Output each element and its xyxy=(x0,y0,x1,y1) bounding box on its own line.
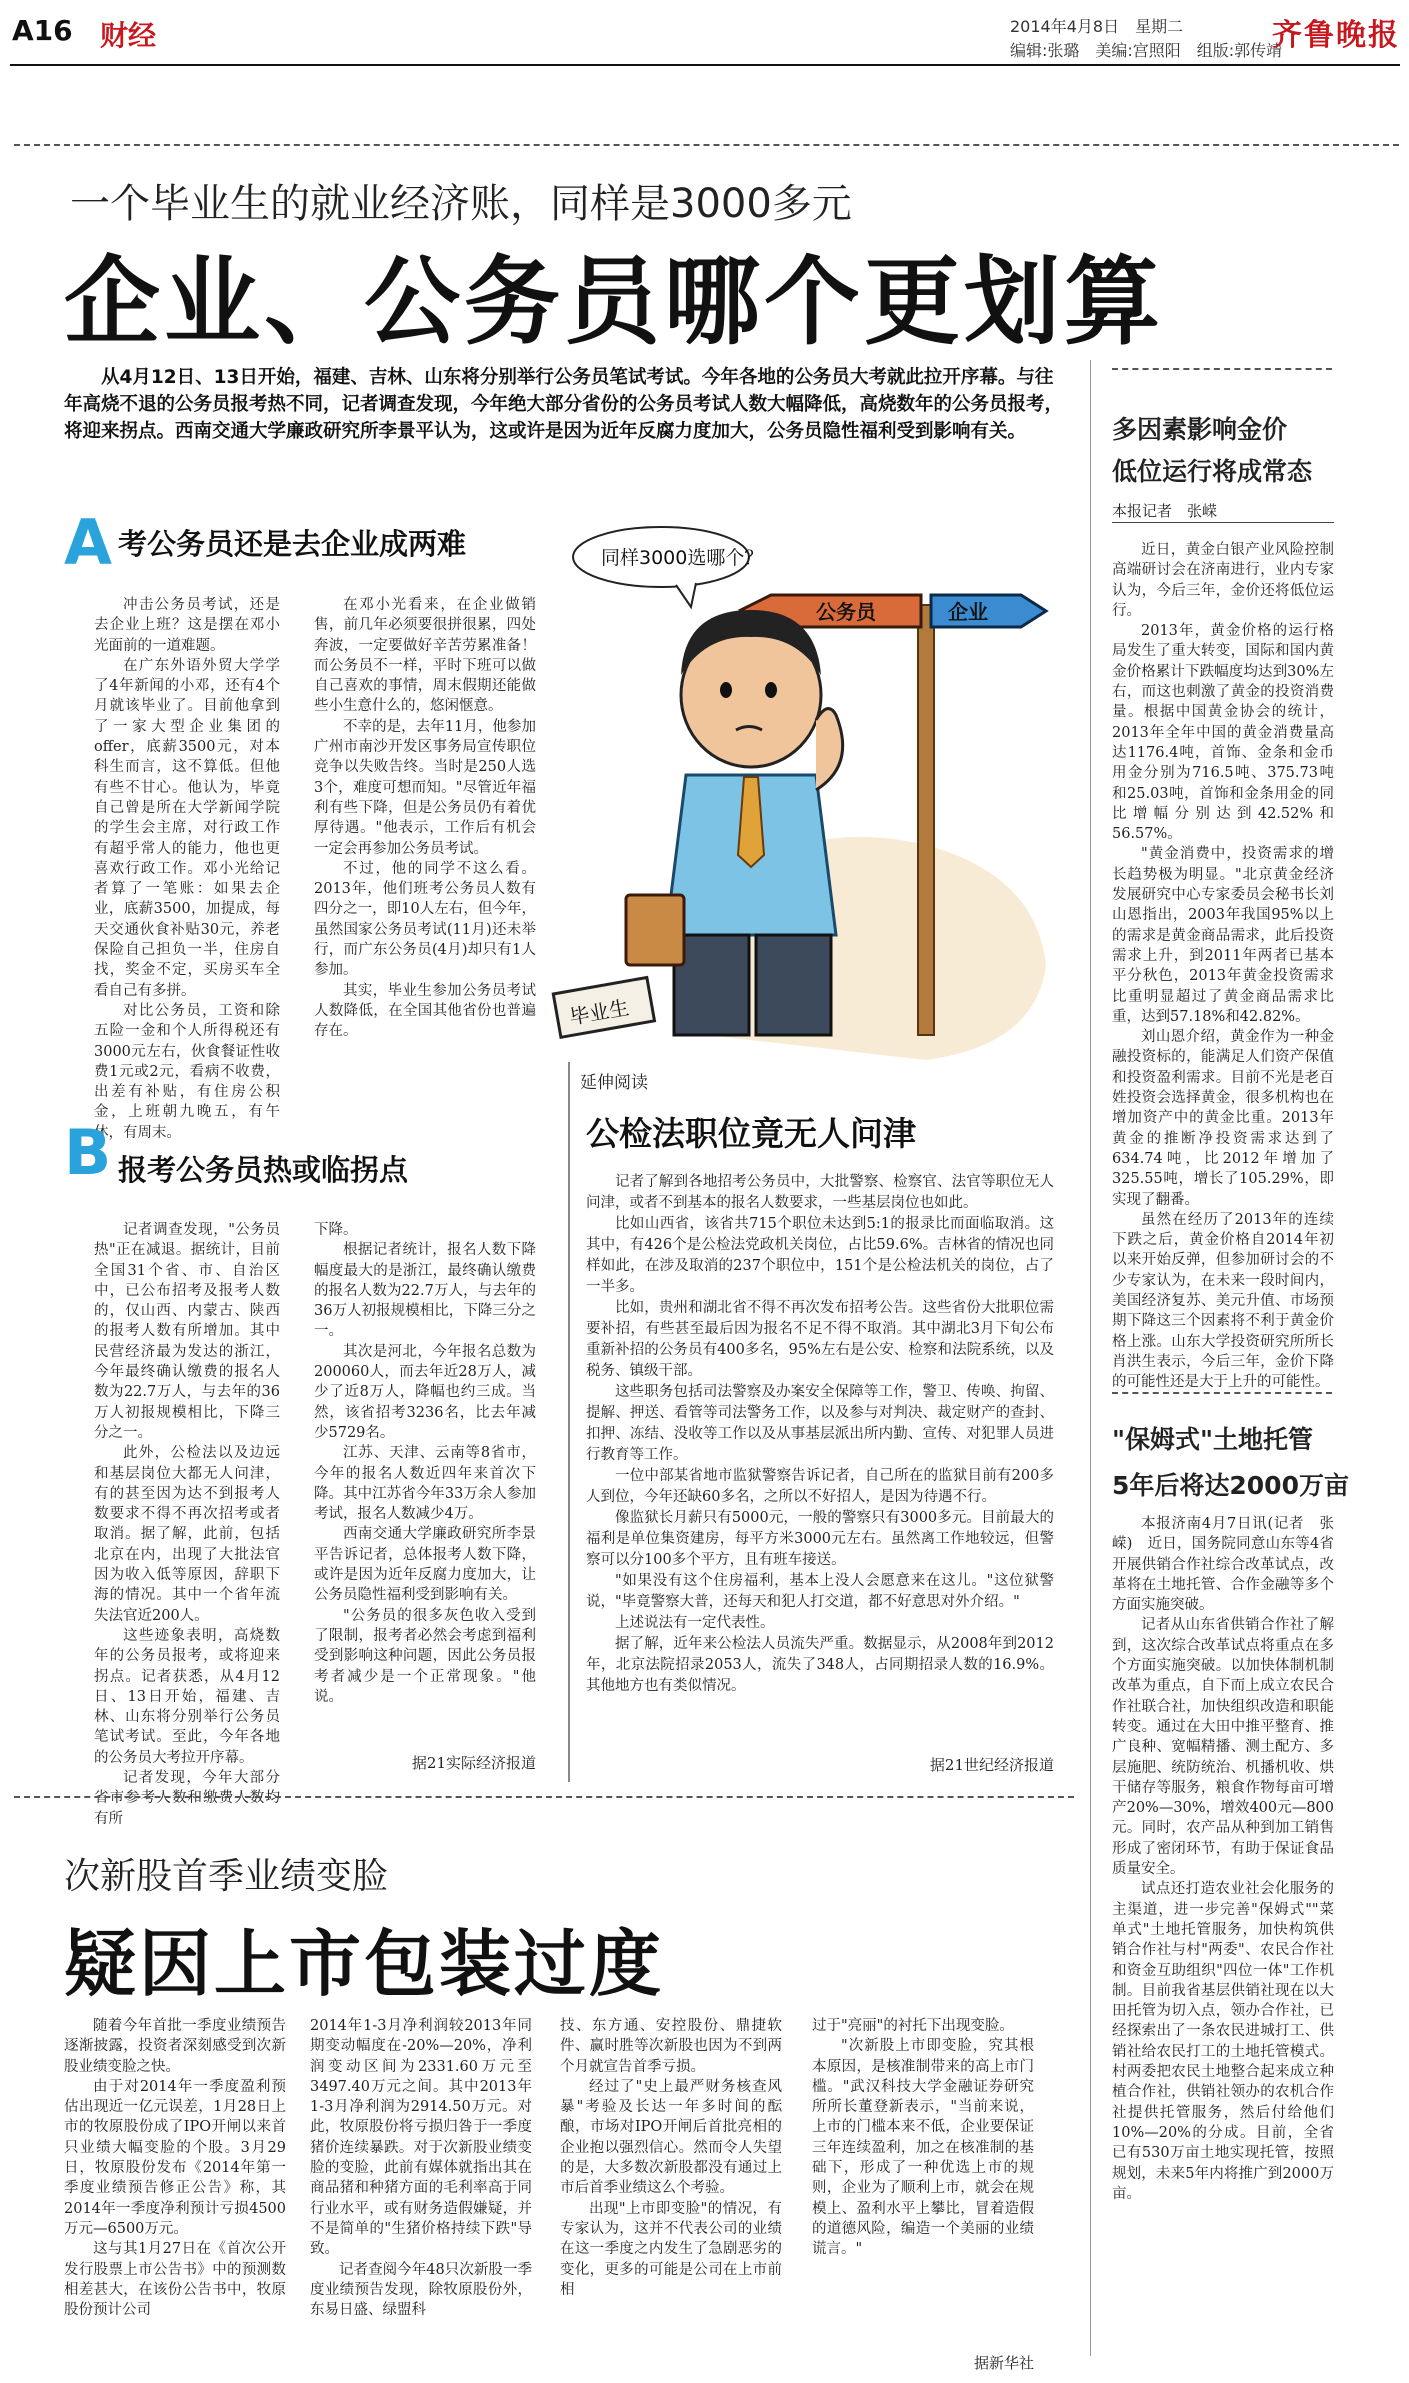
paragraph: 记者了解到各地招考公务员中，大批警察、检察官、法官等职位无人问津，或者不到基本的报名人数要求，一些基层岗位也如此。 xyxy=(586,1174,1054,1211)
paragraph: 记者从山东省供销合作社了解到，这次综合改革试点将重点在多个方面实施突破。以加快体制机制改革为重点，自下而上成立农民合作社联合社，加快组织改造和职能转变。通过在大田中推平整育、推广良种、宽幅精播、测土配方、多层施肥、统防统治、机播机收、烘干储存等服务，粮食作物每亩可增产20%—30%，增效400元—800元。同时，农产品从种到加工销售形成了密闭环节，有助于保证食品质量安全。 xyxy=(1112,1617,1334,1878)
paragraph: 冲击公务员考试，还是去企业上班？这是摆在邓小光面前的一道难题。 xyxy=(94,597,280,654)
paragraph: 根据记者统计，报名人数下降幅度最大的是浙江，最终确认缴费的报名人数为22.7万人，与去年的36万人初报规模相比，下降三分之一。 xyxy=(314,1242,536,1340)
feature-title: 企业、公务员哪个更划算 xyxy=(64,246,1164,358)
section-b-column-1 xyxy=(94,1220,280,1827)
header-rule xyxy=(10,64,1400,66)
land-article-title-line1: "保姆式"土地托管 xyxy=(1112,1425,1314,1454)
graduate-sign-label: 毕业生 xyxy=(567,995,631,1030)
paragraph: 试点还打造农业社会化服务的主渠道，进一步完善"保姆式""菜单式"土地托管服务，加快构筑供销合作社与村"两委"、农民合作社和资金互助组织"四位一体"工作机制。目前我省基层供销社现在以大田托管为切入点，领办合作社，已经探索出了一条农民进城打工、供销社给农民打工的土地托管模式。村两委把农民土地整合起来成立种植合作社，供销社领办的农机合作社提供托管服务，然后付给他们10%—20%的分成。目前，全省已有530万亩土地实现托管，按照规划，未来5年内将推广到2000万亩。 xyxy=(1112,1881,1334,2202)
bottom-dashed-divider xyxy=(14,1796,1074,1798)
paragraph: 刘山恩介绍，黄金作为一种金融投资标的，能满足人们资产保值和投资盈利需求。目前不光是老百姓投资会选择黄金，很多机构也在增加资产中的黄金比重。2013年黄金的推断净投资需求达到了634.74吨，比2012年增加了325.55吨，增长了105.29%，即实现了翻番。 xyxy=(1112,1029,1334,1208)
paragraph: 经过了"史上最严财务核查风暴"考验及长达一年多时间的酝酿，市场对IPO开闸后首批亮相的企业抱以强烈信心。然而令人失望的是，大多数次新股都没有通过上市后首季业绩这么个考验。 xyxy=(560,2078,782,2197)
gold-article-title-line2: 低位运行将成常态 xyxy=(1112,457,1313,486)
feature-lead: 从4月12日、13日开始，福建、吉林、山东将分别举行公务员笔试考试。今年各地的公务员大考就此拉开序幕。与往年高烧不退的公务员报考热不同，记者调查发现，今年绝大部分省份的公务员考试人数大幅降低，高烧数年的公务员报考，将迎来拐点。西南交通大学廉政研究所李景平认为，这或许是因为近年反腐力度加大，公务员隐性福利受到影响有关。 xyxy=(64,367,1064,442)
paragraph: 2013年，黄金价格的运行格局发生了重大转变，国际和国内黄金价格累计下跌幅度均达到30%左右，而这也刺激了黄金的投资消费量。根据中国黄金协会的统计，2013年全年中国的黄金消费量高达1176.4吨，首饰、金条和金币用金分别为716.5吨、375.73吨和25.03吨，首饰和金条用金的同比增幅分别达到42.52%和56.57%。 xyxy=(1112,623,1334,843)
paragraph: 这与其1月27日在《首次公开发行股票上市公告书》中的预测数相差甚大，在该份公告书中，牧原股份预计公司 xyxy=(64,2241,286,2319)
gold-article-body xyxy=(1112,540,1334,1391)
paragraph: "公务员的很多灰色收入受到了限制，报考者必然会考虑到福利受到影响这种问题，因此公务员报考者减少是一个正常现象。"他说。 xyxy=(314,1607,536,1705)
gold-article-title-line1: 多因素影响金价 xyxy=(1112,415,1288,444)
section-b-source: 据21实际经济报道 xyxy=(411,1754,536,1772)
character-leg-right xyxy=(756,935,831,1035)
right-column-dashed-rule-2 xyxy=(1112,1392,1332,1394)
feature-subtitle: 一个毕业生的就业经济账，同样是3000多元 xyxy=(70,181,852,227)
right-column-rule xyxy=(1090,360,1091,2356)
paragraph: 在广东外语外贸大学学了4年新闻的小邓，还有4个月就该毕业了。目前他拿到了一家大型企业集团的offer，底薪3500元，对本科生而言，这不算低。但他有些不甘心。他认为，毕竟自己曾是所在大学新闻学院的学生会主席，对行政工作有超乎常人的能力，他也更喜欢行政工作。邓小光给记者算了一笔账：如果去企业，底薪3500，加提成，每天交通伙食补贴30元，养老保险自己担负一半，住房自找，奖金不定，买房买车全看自己有多拼。 xyxy=(94,657,280,999)
extended-body xyxy=(586,1172,1054,1747)
section-a-column-1 xyxy=(94,595,280,1141)
paragraph: 过于"亮丽"的衬托下出现变脸。 xyxy=(812,2018,1014,2034)
paragraph: 记者调查发现，"公务员热"正在减退。据统计，目前全国31个省、市、自治区中，已公布招考及报考人数的，仅山西、内蒙古、陕西的报考人数有所增加。其中民营经济最为发达的浙江，今年最终确认缴费的报名人数为22.7万人，与去年的36万人初报规模相比，下降三分之一。 xyxy=(94,1222,280,1441)
ipo-article-title: 疑因上市包装过度 xyxy=(64,1922,665,2006)
extended-reading-label: 延伸阅读 xyxy=(580,1073,648,1093)
speech-text: 同样3000选哪个？ xyxy=(601,547,764,569)
issue-date: 2014年4月8日 星期二 xyxy=(1010,17,1184,36)
sign-right-label: 企业 xyxy=(948,600,988,624)
paragraph: "次新股上市即变脸，究其根本原因，是核准制带来的高上市门槛。"武汉科技大学金融证券研究所所长董登新表示，"当前来说，上市的门槛本来不低，企业要保证三年连续盈利，加之在核准制的基础下，形成了一种优选上市的规则，企业为了顺利上市，就会在规模上、盈利水平上攀比，冒着造假的道德风险，编造一个美丽的业绩谎言。" xyxy=(812,2038,1034,2258)
paragraph: 一位中部某省地市监狱警察告诉记者，自己所在的监狱目前有200多人到位，今年还缺60多名，之所以不好招人，是因为待遇不行。 xyxy=(586,1468,1054,1505)
speech-bubble-tail xyxy=(676,583,696,607)
editor-credits: 编辑:张璐 美编:宫照阳 组版:郭传靖 xyxy=(1010,41,1283,60)
character-eye-right xyxy=(765,682,777,698)
paragraph: 比如山西省，该省共715个职位未达到5:1的报录比而面临取消。这其中，有426个是公检法党政机关岗位，占比59.6%。吉林省的情况也同样如此，在涉及取消的237个职位中，151个是公检法机关的岗位，占了一半多。 xyxy=(586,1216,1054,1295)
page-number: A16 xyxy=(12,14,73,47)
paragraph: 下降。 xyxy=(314,1222,358,1238)
top-dashed-divider xyxy=(14,144,1399,146)
ipo-column-3 xyxy=(560,2016,782,2371)
paragraph: 在邓小光看来，在企业做销售，前几年必须要很拼很累，四处奔波，一定要做好辛苦劳累准备！而公务员不一样，平时下班可以做自己喜欢的事情，周末假期还能做些小生意什么的，悠闲惬意。 xyxy=(314,597,536,715)
paragraph: 此外，公检法以及边远和基层岗位大都无人问津，有的甚至因为达不到报考人数要求不得不再次招考或者取消。据了解，此前，包括北京在内，出现了大批法官因为收入低等原因，辞职下海的情况。其中一个省年流失法官近200人。 xyxy=(94,1445,280,1624)
paragraph: 虽然在经历了2013年的连续下跌之后，黄金价格自2014年初以来开始反弹，但参加研讨会的不少专家认为，在未来一段时间内，美国经济复苏、美元升值、市场预期下降这三个因素将不利于黄金价格上涨。山东大学投资研究所所长肖洪生表示，今后三年，金价下降的可能性还是大于上升的可能性。 xyxy=(1112,1211,1334,1391)
paragraph: 随着今年首批一季度业绩预告逐渐披露，投资者深刻感受到次新股业绩变脸之快。 xyxy=(64,2018,286,2075)
paragraph: 像监狱长月薪只有5000元，一般的警察只有3000多元。目前最大的福利是单位集资建房，每平方米3000元左右。虽然离工作地较远，但警察可以分100多个平方，且有班车接送。 xyxy=(586,1510,1054,1568)
paragraph: 记者发现，今年大部分省市参考人数和缴费人数均有所 xyxy=(94,1770,280,1827)
paragraph: 2014年1-3月净利润较2013年同期变动幅度在-20%—20%，净利润变动区间为2331.60万元至3497.40万元之间。其中2013年1-3月净利润为2914.50万元。对此，牧原股份将亏损归咎于一季度猪价连续暴跌。对于次新股业绩变脸的变脸，此前有媒体就指出其在商品猪和种猪方面的毛利率高于同行业水平，或有财务造假嫌疑，并不是简单的"生猪价格持续下跌"导致。 xyxy=(310,2018,532,2258)
paragraph: 这些职务包括司法警察及办案安全保障等工作，警卫、传唤、拘留、提解、押送、看管等司法警务工作，以及参与对判决、裁定财产的查封、扣押、冻结、没收等工作以及从事基层派出所内勤、宣传、对犯罪人员进行教育等工作。 xyxy=(586,1384,1054,1463)
section-a-tag: A xyxy=(64,506,112,579)
paragraph: 近日，黄金白银产业风险控制高端研讨会在济南进行，业内专家认为，今后三年，金价还将低位运行。 xyxy=(1112,542,1334,619)
extended-box-left-rule xyxy=(568,1062,570,1782)
signpost-pole xyxy=(918,605,934,1035)
ipo-column-2 xyxy=(310,2016,532,2371)
ipo-source: 据新华社 xyxy=(973,2354,1034,2372)
extended-title: 公检法职位竟无人问津 xyxy=(586,1114,916,1153)
paragraph: 据了解，近年来公检法人员流失严重。数据显示，从2008年到2012年，北京法院招录2053人，流失了348人，占同期招录人数的16.9%。其他地方也有类似情况。 xyxy=(586,1636,1054,1694)
paragraph: 技、东方通、安控股份、鼎捷软件、赢时胜等次新股也因为不到两个月就宣告首季亏损。 xyxy=(560,2018,782,2075)
paragraph: 由于对2014年一季度盈利预估出现近一亿元误差，1月28日上市的牧原股份成了IPO开闸以来首只业绩大幅变脸的个股。3月29日，牧原股份发布《2014年第一季度业绩预告修正公告》称，其2014年一季度净利预计亏损4500万元—6500万元。 xyxy=(64,2078,286,2237)
section-b-column-2 xyxy=(314,1220,536,1746)
paragraph: "如果没有这个住房福利，基本上没人会愿意来在这儿。"这位狱警说，"毕竟警察大普，还每天和犯人打交道，都不好意思对外介绍。" xyxy=(586,1573,1054,1610)
paragraph: 记者查阅今年48只次新股一季度业绩预告发现，除牧原股份外，东易日盛、绿盟科 xyxy=(310,2261,532,2319)
newspaper-logo: 齐鲁晚报 xyxy=(1272,18,1400,53)
paragraph: 上述说法有一定代表性。 xyxy=(615,1615,775,1631)
section-a-heading: 考公务员还是去企业成两难 xyxy=(118,527,467,561)
paragraph: 不幸的是，去年11月，他参加广州市南沙开发区事务局宣传职位竞争以失败告终。当时是250人选3个，难度可想而知。"尽管近年福利有些下降，但是公务员仍有着优厚待遇。"他表示，工作后有机会一定会再参加公务员考试。 xyxy=(314,718,536,857)
paragraph: 其次是河北，今年报名总数为200060人，而去年近28万人，减少了近8万人，降幅也约三成。当然，该省招考3236名，比去年减少5729名。 xyxy=(314,1343,536,1441)
briefcase xyxy=(626,895,684,965)
gold-article-byline: 本报记者 张嵘 xyxy=(1112,502,1218,520)
cartoon-illustration xyxy=(566,515,1071,1075)
ipo-article-subtitle: 次新股首季业绩变脸 xyxy=(64,1856,389,1897)
sign-left-label: 公务员 xyxy=(816,600,876,624)
section-a-column-2 xyxy=(314,595,536,1101)
paragraph: 比如，贵州和湖北省不得不再次发布招考公告。这些省份大批职位需要补招，有些甚至最后因为报名不足不得不取消。其中湖北3月下旬公布重新补招的公务员有400多名，95%左右是公安、检察和法院系统，以及税务、镇级干部。 xyxy=(586,1300,1054,1379)
land-article-body xyxy=(1112,1514,1334,2356)
paragraph: 出现"上市即变脸"的情况，有专家认为，这并不代表公司的业绩在这一季度之内发生了急剧恶劣的变化，更多的可能是公司在上市前相 xyxy=(560,2200,782,2298)
ipo-column-1 xyxy=(64,2016,286,2371)
paragraph: 本报济南4月7日讯(记者 张嵘) 近日，国务院同意山东等4省开展供销合作社综合改革试点，改革将在土地托管、合作金融等多个方面实施突破。 xyxy=(1112,1516,1334,1614)
section-b-tag: B xyxy=(64,1116,112,1189)
paragraph: 不过，他的同学不这么看。2013年，他们班考公务员人数有四分之一，即10人左右，但今年，虽然国家公务员考试(11月)还未举行，而广东公务员(4月)却只有1人参加。 xyxy=(314,860,536,979)
paragraph: "黄金消费中，投资需求的增长趋势极为明显。"北京黄金经济发展研究中心专家委员会秘书长刘山恩指出，2003年我国95%以上的需求是黄金商品需求，此后投资需求上升，到2011年两者已基本平分秋色，2013年黄金投资需求比重明显超过了黄金商品需求比重，达到57.18%和42.82%。 xyxy=(1112,846,1334,1025)
section-b-heading: 报考公务员热或临拐点 xyxy=(118,1153,409,1187)
extended-source: 据21世纪经济报道 xyxy=(929,1756,1054,1774)
ipo-column-4 xyxy=(812,2016,1034,2346)
section-name: 财经 xyxy=(100,19,157,52)
paragraph: 这些迹象表明，高烧数年的公务员报考，或将迎来拐点。记者获悉，从4月12日、13日开始，福建、吉林、山东将分别举行公务员笔试考试。至此，今年各地的公务员大考拉开序幕。 xyxy=(94,1627,280,1766)
paragraph: 江苏、天津、云南等8省市，今年的报名人数近四年来首次下降。其中江苏省今年33万余人参加考试，报名人数减少4万。 xyxy=(314,1445,536,1523)
land-article-title-line2: 5年后将达2000万亩 xyxy=(1112,1471,1349,1500)
character-hand xyxy=(816,709,843,790)
right-column-dashed-rule xyxy=(1112,368,1332,370)
paragraph: 对比公务员，工资和除五险一金和个人所得税还有3000元左右，伙食餐证性收费1元或2元，看病不收费，出差有补贴，有住房公积金，上班朝九晚五，有午休，有周末。 xyxy=(94,1002,280,1141)
character-eye-left xyxy=(720,682,732,698)
gold-byline-rule xyxy=(1112,522,1334,523)
paragraph: 其实，毕业生参加公务员考试人数降低，在全国其他省份也普遍存在。 xyxy=(314,982,536,1040)
paragraph: 西南交通大学廉政研究所李景平告诉记者，总体报考人数下降，或许是因为近年反腐力度加大，让公务员隐性福利受到影响有关。 xyxy=(314,1526,536,1604)
